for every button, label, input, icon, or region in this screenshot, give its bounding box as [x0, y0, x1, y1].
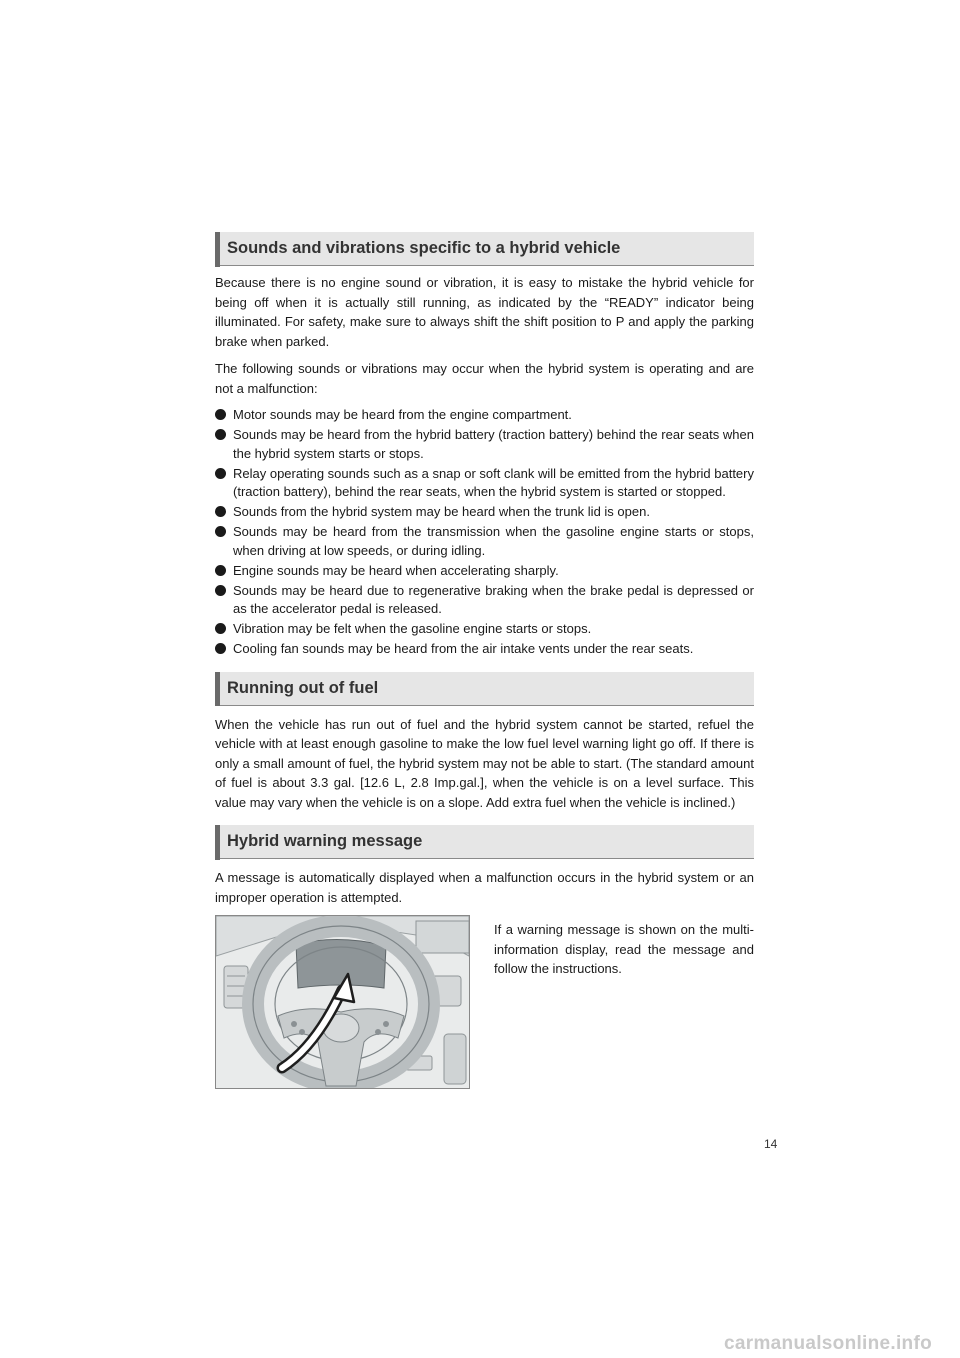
bullet-icon	[215, 526, 226, 537]
list-item: Sounds may be heard from the transmission when the gasoline engine starts or stops, when driving at low speeds, or during idling.	[215, 523, 754, 560]
paragraph-warning: A message is automatically displayed when a malfunction occurs in the hybrid system or an improper operation is attempted.	[215, 870, 754, 905]
bullet-icon	[215, 506, 226, 517]
list-item: Sounds from the hybrid system may be heard when the trunk lid is open.	[215, 503, 754, 522]
bullet-icon	[215, 585, 226, 596]
section-heading-warning	[215, 825, 754, 859]
steering-wheel-illustration	[215, 915, 470, 1089]
section-heading-text: Running out of fuel	[227, 678, 379, 697]
list-item: Cooling fan sounds may be heard from the air intake vents under the rear seats.	[215, 640, 754, 659]
list-item: Vibration may be felt when the gasoline engine starts or stops.	[215, 620, 754, 639]
figure-row	[215, 915, 754, 1089]
list-item: Engine sounds may be heard when accelerating sharply.	[215, 562, 754, 581]
bullet-icon	[215, 429, 226, 440]
list-item: Relay operating sounds such as a snap or soft clank will be emitted from the hybrid battery (traction battery), behind the rear seats, when the hybrid system is started or stopped.	[215, 465, 754, 502]
dashboard-illustration	[216, 916, 469, 1088]
section-heading-text: Hybrid warning message	[227, 832, 423, 850]
bullet-icon	[215, 623, 226, 634]
list-item: Sounds may be heard from the hybrid battery (traction battery) behind the rear seats when the hybrid system starts or stops.	[215, 426, 754, 463]
section-heading-fuel	[215, 672, 754, 706]
section-heading-sounds	[215, 232, 754, 266]
paragraph-sounds-intro: Because there is no engine sound or vibration, it is easy to mistake the hybrid vehicle for being off when it is actually still running, as indicated by the “READY” indicator being illuminated. For safety, make sure to always shift the shift position to P and apply the parking brake when parked.	[215, 275, 754, 349]
paragraph-sounds-list-intro: The following sounds or vibrations may occur when the hybrid system is operating and are not a malfunction:	[215, 361, 754, 396]
figure-caption: If a warning message is shown on the multi-information display, read the message and follow the instructions.	[494, 922, 754, 976]
sounds-bullet-list	[215, 406, 754, 659]
section-heading-text: Sounds and vibrations specific to a hybrid vehicle	[227, 239, 621, 257]
page-content	[215, 232, 754, 1089]
watermark-text: carmanualsonline.info	[724, 1333, 932, 1354]
bullet-icon	[215, 643, 226, 654]
paragraph-fuel: When the vehicle has run out of fuel and the hybrid system cannot be started, refuel the vehicle with at least enough gasoline to make the low fuel level warning light go off. If there is only a small amount of fuel, the hybrid system may not be able to start. (The standard amount of fuel is about 3.3 gal. [12.6 L, 2.8 Imp.gal.], when the vehicle is on a level surface. This value may vary when the vehicle is on a slope. Add extra fuel when the vehicle is inclined.)	[215, 716, 754, 810]
bullet-icon	[215, 409, 226, 420]
watermark-bar	[0, 1330, 960, 1358]
bullet-icon	[215, 565, 226, 576]
page-number: 14	[764, 1137, 778, 1151]
list-item: Sounds may be heard due to regenerative braking when the brake pedal is depressed or as the accelerator pedal is released.	[215, 582, 754, 619]
bullet-icon	[215, 468, 226, 479]
list-item: Motor sounds may be heard from the engine compartment.	[215, 406, 754, 425]
